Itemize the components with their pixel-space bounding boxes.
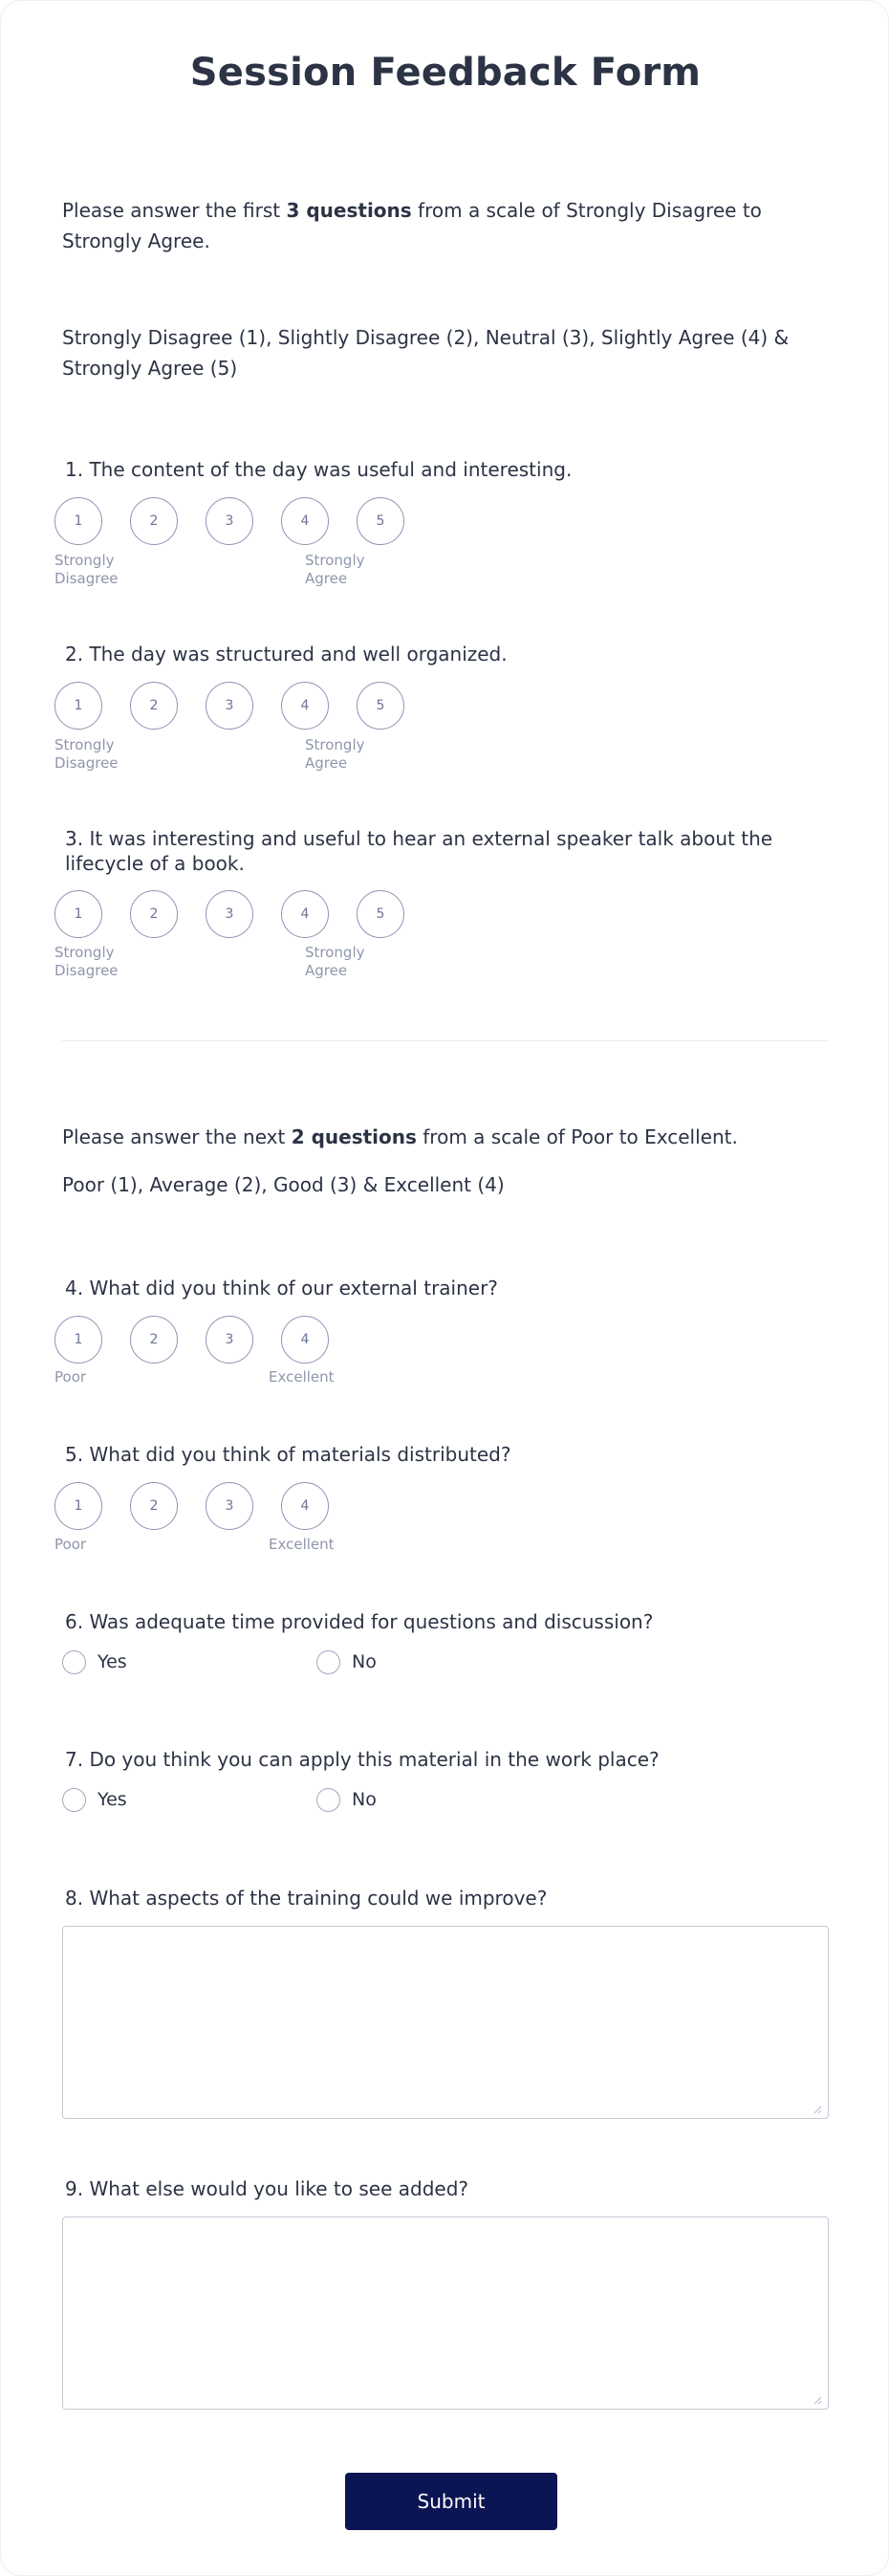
q7-no-radio[interactable] [316,1788,340,1812]
question-5-label: 5. What did you think of materials distributed? [65,1443,511,1466]
q3-option-5[interactable]: 5 [357,890,404,938]
q2-option-1[interactable]: 1 [54,682,102,730]
q5-option-2[interactable]: 2 [130,1482,178,1530]
q4-option-3[interactable]: 3 [206,1316,253,1364]
q3-high-hint: Strongly Agree [305,944,365,979]
q3-option-4[interactable]: 4 [281,890,329,938]
submit-button[interactable]: Submit [345,2473,557,2530]
intro-2-bold: 2 questions [291,1125,417,1148]
q5-option-1[interactable]: 1 [54,1482,102,1530]
intro-paragraph-1 [62,195,836,256]
intro-1-text-before: Please answer the first [62,199,287,222]
question-1-label: 1. The content of the day was useful and interesting. [65,458,573,481]
q9-resize-grip-icon[interactable] [813,2395,822,2405]
q3-option-2[interactable]: 2 [130,890,178,938]
q3-low-hint: Strongly Disagree [54,944,119,979]
question-3-label: 3. It was interesting and useful to hear an external speaker talk about the lifecycle of a book. [65,827,773,875]
q1-option-4[interactable]: 4 [281,497,329,545]
intro-1-text-after: from a scale of Strongly Disagree to Strongly Agree. [62,199,762,252]
q6-no-radio[interactable] [316,1650,340,1674]
q5-high-hint: Excellent [269,1536,335,1553]
intro-2-text-before: Please answer the next [62,1125,292,1148]
question-2-label: 2. The day was structured and well organized. [65,643,508,666]
q2-high-hint: Strongly Agree [305,736,365,772]
q2-low-hint: Strongly Disagree [54,736,119,772]
q5-option-4[interactable]: 4 [281,1482,329,1530]
q3-option-3[interactable]: 3 [206,890,253,938]
q2-option-4[interactable]: 4 [281,682,329,730]
question-8-label: 8. What aspects of the training could we improve? [65,1887,548,1910]
intro-paragraph-2 [62,1122,836,1152]
q4-high-hint: Excellent [269,1368,335,1386]
q3-option-1[interactable]: 1 [54,890,102,938]
q7-no-label[interactable]: No [352,1789,377,1810]
q1-high-hint: Strongly Agree [305,552,365,587]
q7-yes-radio[interactable] [62,1788,86,1812]
intro-1-bold: 3 questions [286,199,412,222]
question-6-label: 6. Was adequate time provided for questions and discussion? [65,1610,654,1633]
q8-resize-grip-icon[interactable] [813,2105,822,2114]
question-9-label: 9. What else would you like to see added? [65,2177,469,2200]
q1-option-5[interactable]: 5 [357,497,404,545]
q1-low-hint: Strongly Disagree [54,552,119,587]
q4-option-1[interactable]: 1 [54,1316,102,1364]
q6-yes-label[interactable]: Yes [98,1651,127,1672]
question-7-label: 7. Do you think you can apply this material in the work place? [65,1748,660,1771]
q2-option-2[interactable]: 2 [130,682,178,730]
scale-key-1: Strongly Disagree (1), Slightly Disagree (2), Neutral (3), Slightly Agree (4) & Strongly Agree (5) [62,326,790,380]
q4-option-2[interactable]: 2 [130,1316,178,1364]
q6-no-label[interactable]: No [352,1651,377,1672]
section-divider [62,1040,829,1041]
q5-option-3[interactable]: 3 [206,1482,253,1530]
q1-option-1[interactable]: 1 [54,497,102,545]
q6-yes-radio[interactable] [62,1650,86,1674]
q7-yes-label[interactable]: Yes [98,1789,127,1810]
form-title: Session Feedback Form [189,51,702,95]
q2-option-5[interactable]: 5 [357,682,404,730]
q5-low-hint: Poor [54,1536,87,1553]
q1-option-2[interactable]: 2 [130,497,178,545]
q8-textarea[interactable] [62,1926,829,2119]
q4-low-hint: Poor [54,1368,87,1386]
q9-textarea[interactable] [62,2216,829,2410]
intro-2-text-after: from a scale of Poor to Excellent. [416,1125,738,1148]
q4-option-4[interactable]: 4 [281,1316,329,1364]
q2-option-3[interactable]: 3 [206,682,253,730]
scale-key-2: Poor (1), Average (2), Good (3) & Excellent (4) [62,1173,505,1196]
question-4-label: 4. What did you think of our external trainer? [65,1277,498,1299]
q1-option-3[interactable]: 3 [206,497,253,545]
